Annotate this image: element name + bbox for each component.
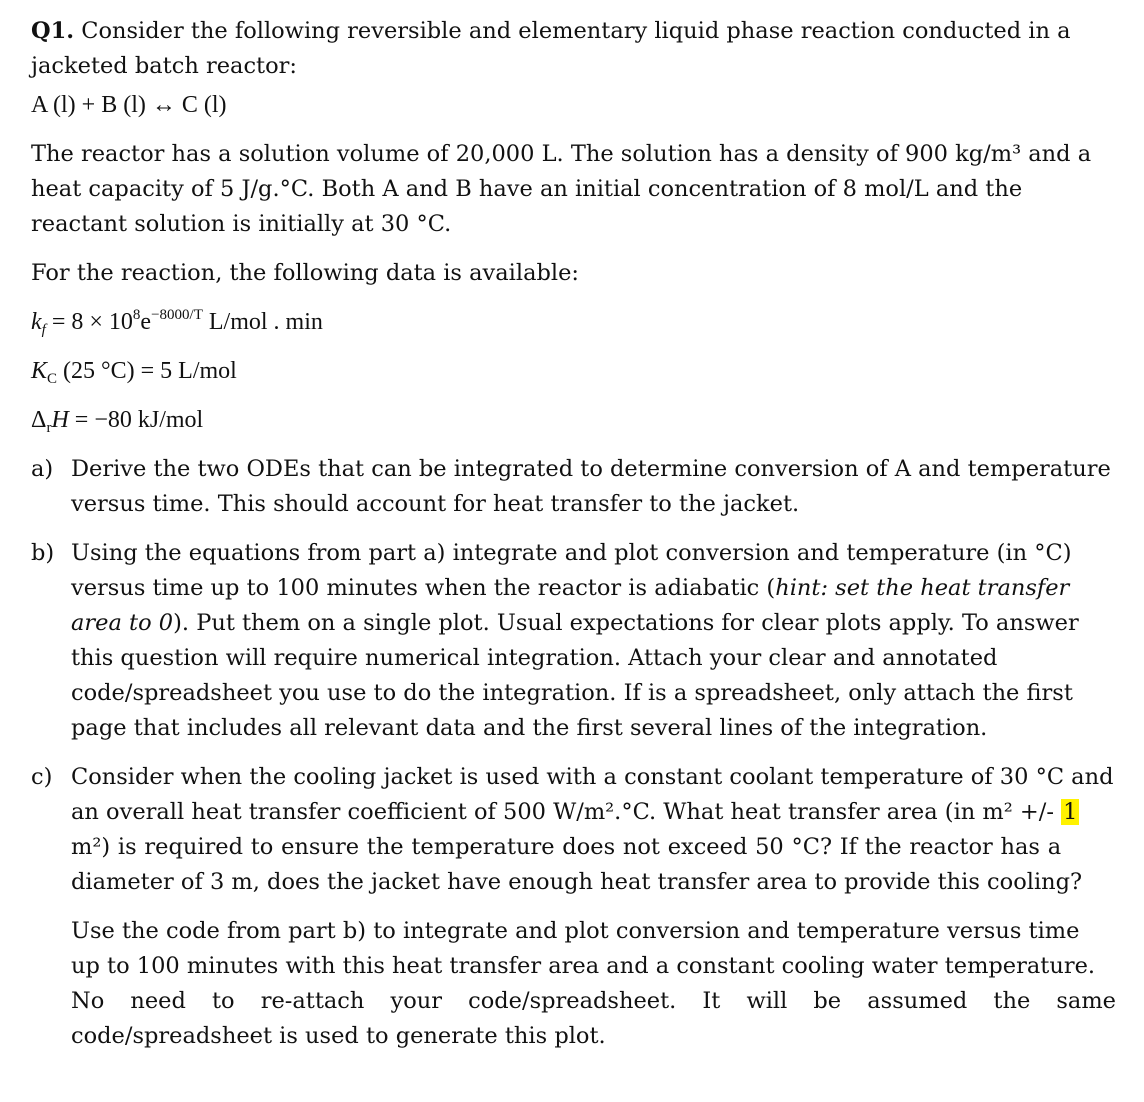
part-b-line-5: code/spreadsheet you use to do the integration. If is a spreadsheet, only attach the first xyxy=(71,680,1073,706)
kf-exp-2: −8000/T xyxy=(151,307,203,323)
part-c-line-1: Consider when the cooling jacket is used with a constant coolant temperature of 30 °C and xyxy=(71,764,1114,790)
part-b-hint-2: area to 0 xyxy=(71,610,174,636)
part-b xyxy=(31,536,1116,746)
dh-subscript: r xyxy=(46,420,52,436)
part-c-line-2: an overall heat transfer coefficient of 500 W/m².°C. What heat transfer area (in m² +/- xyxy=(71,799,1062,825)
part-c-p2-line-4: code/spreadsheet is used to generate this plot. xyxy=(71,1023,606,1049)
part-c-p2-line-2: up to 100 minutes with this heat transfer area and a constant cooling water temperature. xyxy=(71,953,1096,979)
question-intro xyxy=(31,14,1116,84)
kf-symbol: k xyxy=(31,309,42,335)
part-a-line-2: versus time. This should account for heat transfer to the jacket. xyxy=(71,491,800,517)
kc-rest: (25 °C) = 5 L/mol xyxy=(57,358,237,384)
part-b-label: b) xyxy=(31,540,55,566)
description-line-1: The reactor has a solution volume of 20,000 L. The solution has a density of 900 kg/m³ and a xyxy=(31,141,1092,167)
part-a xyxy=(31,452,1116,522)
kf-exp-1: 8 xyxy=(132,307,141,323)
kf-e: e xyxy=(140,309,152,335)
part-a-line-1: Derive the two ODEs that can be integrated to determine conversion of A and temperature xyxy=(71,456,1111,482)
part-c-body xyxy=(71,760,1116,900)
part-b-hint-1: hint: set the heat transfer xyxy=(775,575,1070,601)
data-intro: For the reaction, the following data is available: xyxy=(31,260,579,286)
part-b-line-6: page that includes all relevant data and the first several lines of the integration. xyxy=(71,715,988,741)
intro-line-2: jacketed batch reactor: xyxy=(31,53,297,79)
part-c-label: c) xyxy=(31,764,53,790)
enthalpy-equation xyxy=(31,403,1116,438)
description-line-3: reactant solution is initially at 30 °C. xyxy=(31,211,452,237)
part-c-p2-line-1: Use the code from part b) to integrate and plot conversion and temperature versus time xyxy=(71,918,1080,944)
description-line-2: heat capacity of 5 J/g.°C. Both A and B have an initial concentration of 8 mol/L and the xyxy=(31,176,1023,202)
part-a-label: a) xyxy=(31,456,54,482)
kf-subscript: f xyxy=(41,322,46,338)
kf-units: L/mol . min xyxy=(202,309,323,335)
part-a-body xyxy=(71,452,1116,522)
dh-rest: = −80 kJ/mol xyxy=(68,407,204,433)
part-b-body xyxy=(71,536,1116,746)
dh-symbol: H xyxy=(51,407,69,433)
question-number: Q1. xyxy=(31,18,75,44)
kc-subscript: C xyxy=(47,371,58,387)
part-c-paragraph-2 xyxy=(71,914,1116,1054)
part-c-p2-line-3: No need to re-attach your code/spreadsheet. It will be assumed the same xyxy=(71,988,1116,1014)
part-b-line-4: this question will require numerical integration. Attach your clear and annotated xyxy=(71,645,998,671)
kc-equation xyxy=(31,354,1116,389)
part-c-line-3: m²) is required to ensure the temperature does not exceed 50 °C? If the reactor has a xyxy=(71,834,1062,860)
part-b-line-1: Using the equations from part a) integrate and plot conversion and temperature (in °C) xyxy=(71,540,1072,566)
part-c xyxy=(31,760,1116,900)
intro-line-1: Consider the following reversible and elementary liquid phase reaction conducted in a xyxy=(74,18,1071,44)
part-c-line-4: diameter of 3 m, does the jacket have enough heat transfer area to provide this cooling? xyxy=(71,869,1083,895)
part-b-line-3: ). Put them on a single plot. Usual expectations for clear plots apply. To answer xyxy=(173,610,1079,636)
part-b-line-2: versus time up to 100 minutes when the reactor is adiabatic ( xyxy=(71,575,776,601)
kf-equation xyxy=(31,305,1116,340)
reaction-equation: A (l) + B (l) ↔ C (l) xyxy=(31,92,227,118)
kf-eq: = 8 × 10 xyxy=(45,309,133,335)
highlighted-value: 1 xyxy=(1063,799,1078,825)
reactor-description xyxy=(31,137,1116,242)
dh-delta: Δ xyxy=(31,407,47,433)
kc-symbol: K xyxy=(31,358,48,384)
